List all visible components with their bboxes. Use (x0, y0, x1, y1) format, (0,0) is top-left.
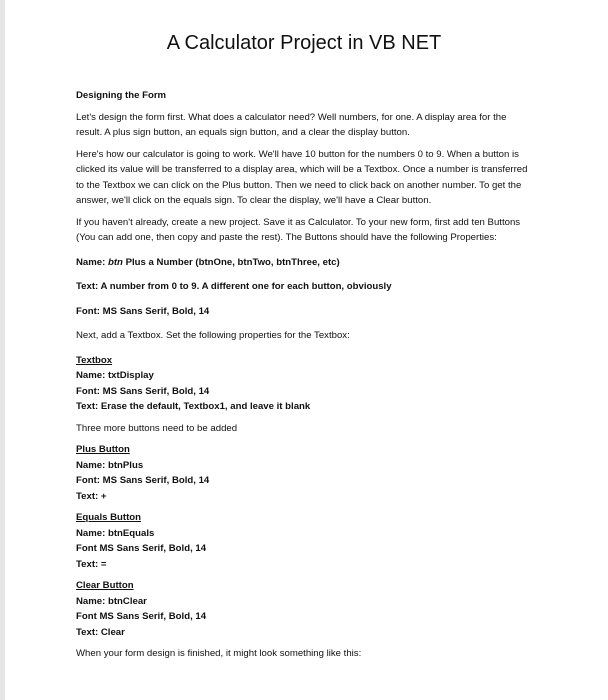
paragraph-add-textbox: Next, add a Textbox. Set the following properties for the Textbox: (76, 330, 350, 341)
number-button-name (76, 255, 532, 271)
name-label: Name: (76, 256, 108, 268)
equals-button-properties (76, 510, 532, 572)
name-rest: Plus a Number (btnOne, btnTwo, btnThree, etc) (122, 256, 340, 268)
number-button-font: Font: MS Sans Serif, Bold, 14 (76, 305, 210, 317)
clear-button-properties (76, 578, 532, 640)
plus-button-name: Name: btnPlus (76, 459, 144, 471)
clear-button-font: Font MS Sans Serif, Bold, 14 (76, 611, 207, 622)
equals-button-font: Font MS Sans Serif, Bold, 14 (76, 543, 207, 554)
plus-button-properties (76, 442, 532, 504)
plus-button-heading: Plus Button (76, 444, 130, 455)
textbox-text: Text: Erase the default, Textbox1, and leave it blank (76, 401, 311, 412)
clear-button-text: Text: Clear (76, 626, 125, 638)
clear-button-name: Name: btnClear (76, 595, 147, 607)
plus-button-font: Font: MS Sans Serif, Bold, 14 (76, 475, 210, 486)
document-body (76, 88, 532, 662)
paragraph-create-project: If you haven't already, create a new project. Save it as Calculator. To your new form, first add ten Buttons (You can add one, then copy and paste the rest). The Buttons should have the following Properties: (76, 216, 521, 243)
equals-button-name: Name: btnEquals (76, 527, 155, 539)
textbox-name: Name: txtDisplay (76, 370, 154, 381)
name-prefix-emphasis: btn (108, 256, 123, 268)
textbox-properties (76, 353, 532, 415)
textbox-font: Font: MS Sans Serif, Bold, 14 (76, 385, 210, 397)
equals-button-text: Text: = (76, 558, 107, 570)
paragraph-more-buttons: Three more buttons need to be added (76, 422, 238, 434)
paragraph-how-it-works: Here's how our calculator is going to work. We'll have 10 button for the numbers 0 to 9. When a button is clicked its value will be transferred to a display area, which will be a Textbox. Once a number is transferred to the Textbox we can click on the Plus button. Then we need to click back on another number. To get the answer, we'll click on the equals sign. To clear the display, we'll have a Clear button. (76, 148, 528, 206)
number-button-text: Text: A number from 0 to 9. A different one for each button, obviously (76, 281, 392, 292)
plus-button-text: Text: + (76, 490, 107, 502)
section-heading: Designing the Form (76, 90, 167, 101)
textbox-heading: Textbox (76, 354, 113, 366)
page-title: A Calculator Project in VB NET (166, 32, 442, 54)
paragraph-intro: Let's design the form first. What does a calculator need? Well numbers, for one. A display area for the result. A plus sign button, an equals sign button, and a clear the display button. (76, 111, 507, 138)
paragraph-form-finished: When your form design is finished, it might look something like this: (76, 648, 362, 659)
equals-button-heading: Equals Button (76, 512, 142, 523)
clear-button-heading: Clear Button (76, 580, 134, 591)
